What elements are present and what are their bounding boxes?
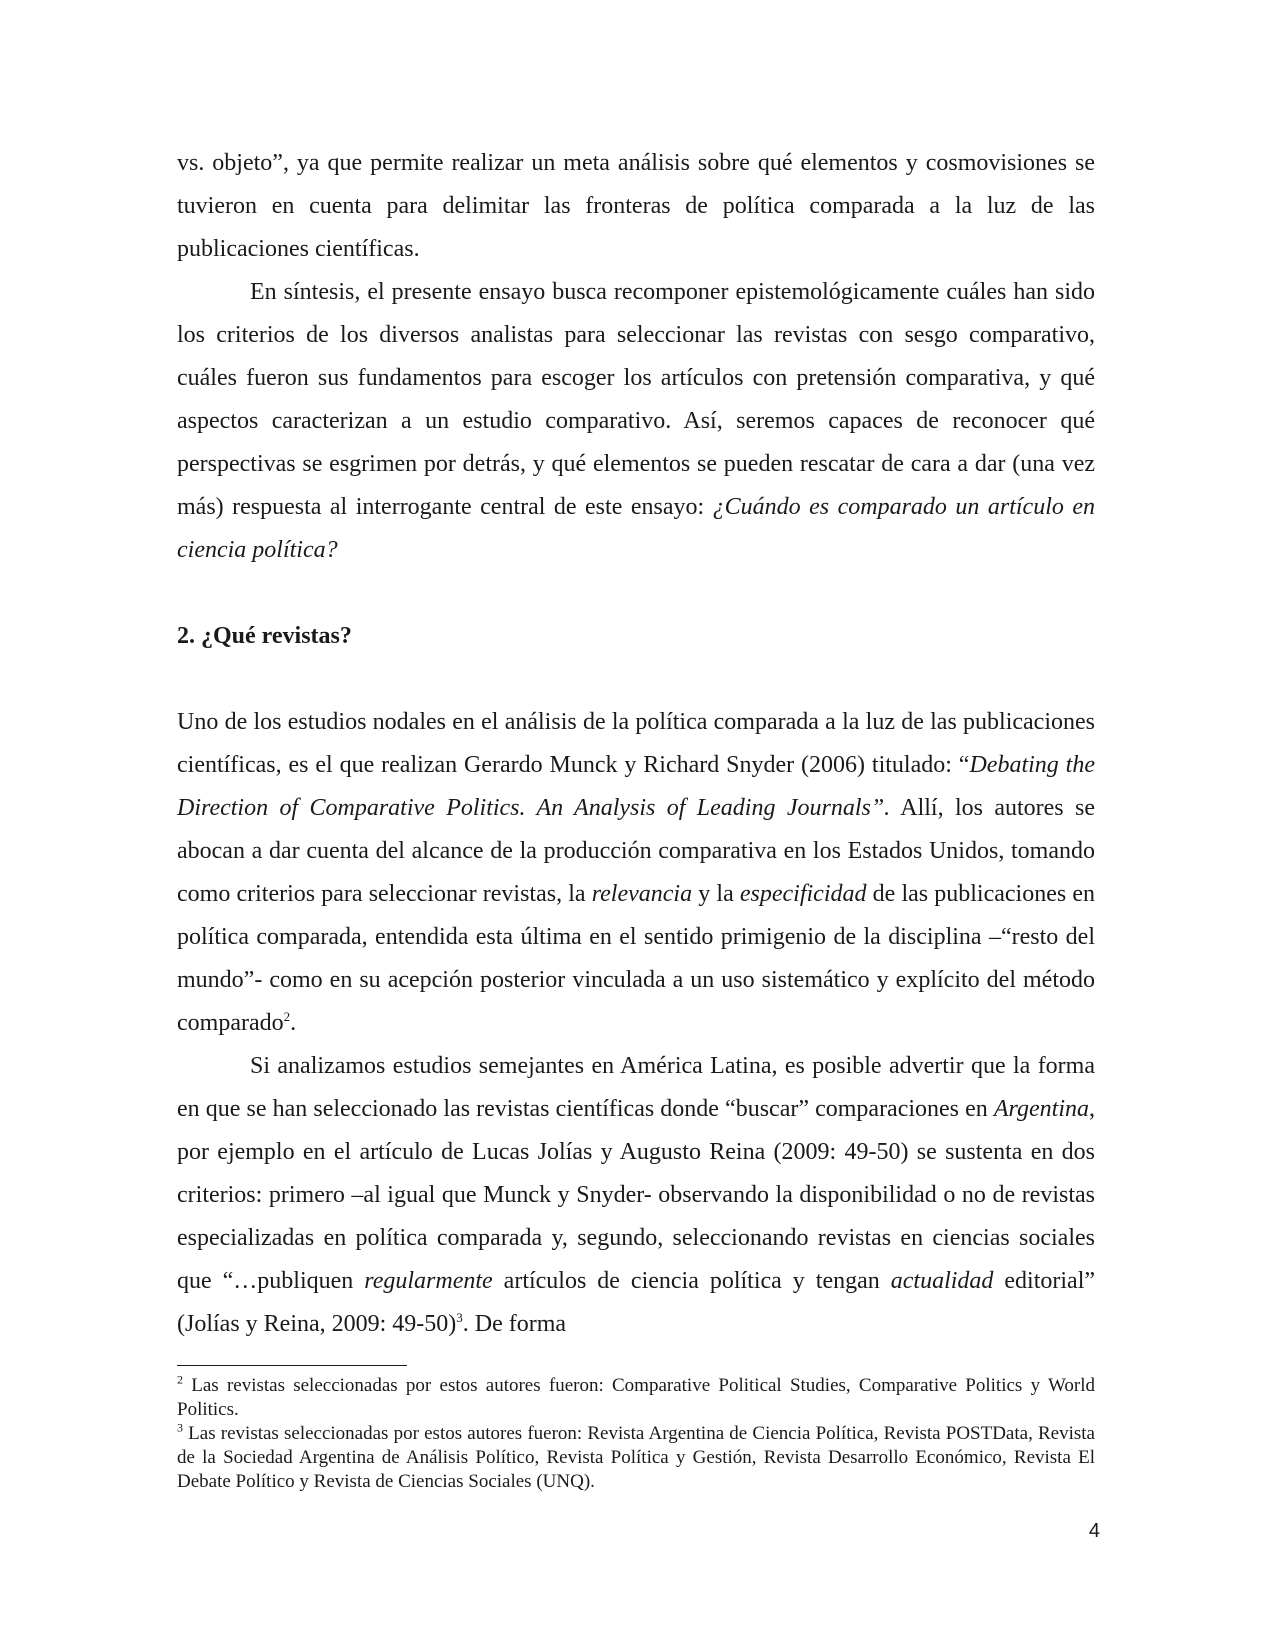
footnote-mark-2: 2 (177, 1372, 183, 1387)
paragraph-3-text-a: Uno de los estudios nodales en el análisis de la política comparada a la luz de las publicaciones científicas, es el que realizan Gerardo Munck y Richard Snyder (2006) titulado: “ (177, 709, 1095, 778)
paragraph-1: vs. objeto”, ya que permite realizar un meta análisis sobre qué elementos y cosmovisiones se tuvieron en cuenta para delimitar las fronteras de política comparada a la luz de las publicaciones científicas. (177, 150, 1095, 262)
body-text (177, 142, 1095, 1346)
paragraph-4-text-c: artículos de ciencia política y tengan (492, 1268, 891, 1294)
central-question: ¿Cuándo es comparado un artículo en ciencia política? (177, 494, 1095, 563)
term-argentina: Argentina (993, 1096, 1089, 1122)
section-heading: 2. ¿Qué revistas? (177, 623, 352, 649)
footnote-2 (177, 1374, 1095, 1422)
paragraph-3 (177, 701, 1095, 1045)
footnote-3-text: Las revistas seleccionadas por estos autores fueron: Revista Argentina de Ciencia Política, Revista POSTData, Revista de la Sociedad Argentina de Análisis Político, Revista Política y Gestión, Revista Desarrollo Económico, Revista El Debate Político y Revista de Ciencias Sociales (UNQ). (177, 1423, 1095, 1492)
paragraph-3-text-c: y la (692, 881, 740, 907)
paragraph-3-text-b: Allí, los autores se abocan a dar cuenta del alcance de la producción comparativa en los Estados Unidos, tomando como criterios para seleccionar revistas, la (177, 795, 1095, 907)
paragraph-4-text-b: , por ejemplo en el artículo de Lucas Jolías y Augusto Reina (2009: 49-50) se sustenta en dos criterios: primero –al igual que Munck y Snyder- observando la disponibilidad o no de revistas especializadas en política comparada y, segundo, seleccionando revistas en ciencias sociales que “…publiquen (177, 1096, 1095, 1294)
page-number: 4 (1088, 1520, 1100, 1542)
term-regularmente: regularmente (364, 1268, 493, 1294)
term-especificidad: especificidad (739, 881, 867, 907)
paragraph-4-text-a: Si analizamos estudios semejantes en América Latina, es posible advertir que la forma en que se han seleccionado las revistas científicas donde “buscar” comparaciones en (177, 1053, 1095, 1122)
footnote-ref-2[interactable]: 2 (283, 1009, 291, 1024)
paragraph-4 (177, 1045, 1095, 1346)
term-actualidad: actualidad (890, 1268, 994, 1294)
paragraph-2 (177, 271, 1095, 572)
cited-article-title: Debating the Direction of Comparative Politics. An Analysis of Leading Journals”. (177, 752, 1096, 821)
paragraph-4-text-d: editorial” (Jolías y Reina, 2009: 49-50) (177, 1268, 1096, 1337)
paragraph-4-text-e: . De forma (462, 1311, 567, 1337)
footnote-separator (177, 1365, 407, 1366)
footnote-mark-3: 3 (177, 1420, 183, 1435)
footnotes (177, 1374, 1095, 1494)
paragraph-3-text-d: de las publicaciones en política comparada, entendida esta última en el sentido primigenio de la disciplina –“resto del mundo”- como en su acepción posterior vinculada a un uso sistemático y explícito del método comparado (177, 881, 1096, 1036)
footnote-ref-3[interactable]: 3 (456, 1310, 463, 1325)
paragraph-3-text-e: . (290, 1010, 297, 1036)
footnote-3 (177, 1422, 1095, 1494)
term-relevancia: relevancia (591, 881, 693, 907)
paragraph-2-text: En síntesis, el presente ensayo busca recomponer epistemológicamente cuáles han sido los criterios de los diversos analistas para seleccionar las revistas con sesgo comparativo, cuáles fueron sus fundamentos para escoger los artículos con pretensión comparativa, y qué aspectos caracterizan a un estudio comparativo. Así, seremos capaces de reconocer qué perspectivas se esgrimen por detrás, y qué elementos se pueden rescatar de cara a dar (una vez más) respuesta al interrogante central de este ensayo: (177, 279, 1095, 520)
footnote-2-text: Las revistas seleccionadas por estos autores fueron: Comparative Political Studies, Comparative Politics y World Politics. (177, 1375, 1095, 1420)
